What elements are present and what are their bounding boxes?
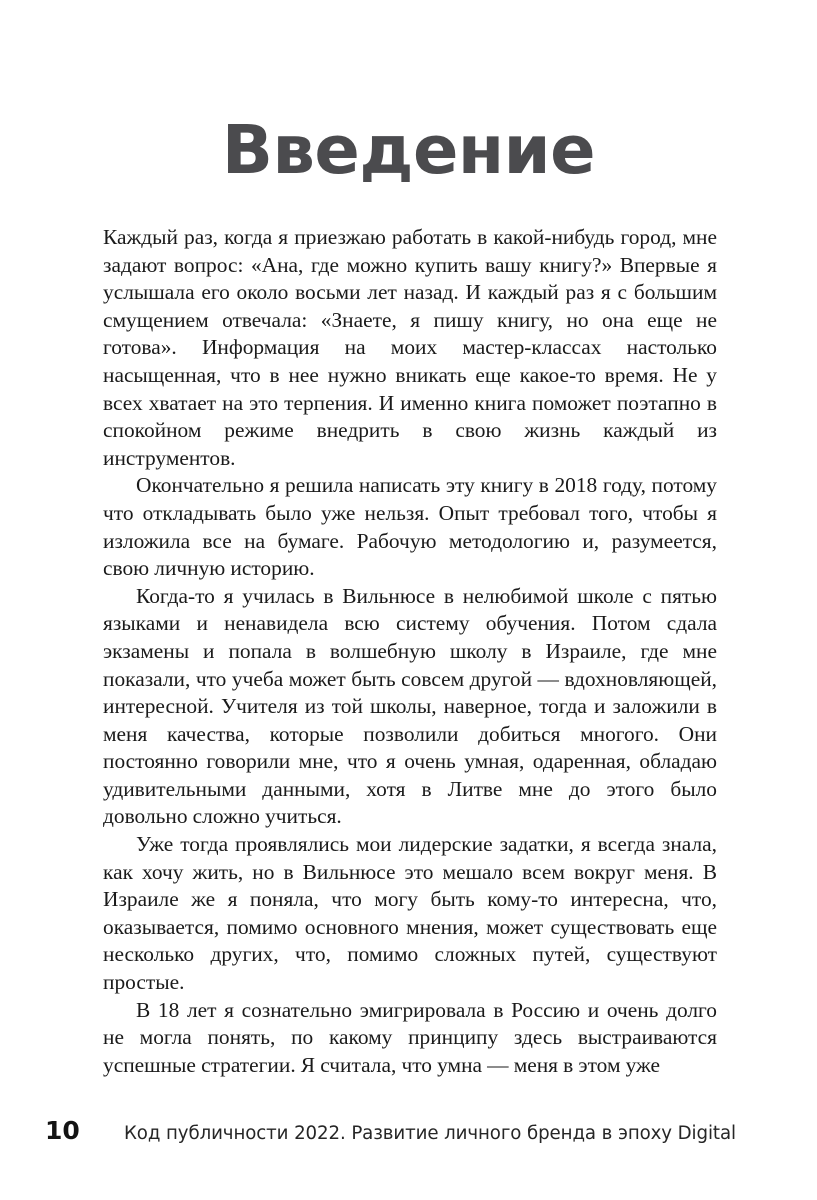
- page-number: 10: [45, 1116, 80, 1145]
- page-title: Введение: [221, 110, 596, 189]
- running-head: Код публичности 2022. Развитие личного бренда в эпоху Digital: [124, 1123, 736, 1144]
- body-text-column: [103, 224, 717, 1079]
- body-paragraph-4: Уже тогда проявлялись мои лидерские задатки, я всегда знала, как хочу жить, но в Вильнюсе это мешало всем вокруг меня. В Израиле же я поняла, что могу быть кому-то интересна, что, оказывается, помимо основного мнения, может существовать еще несколько других, что, помимо сложных путей, существуют простые.: [103, 832, 717, 995]
- body-paragraph-3: Когда-то я училась в Вильнюсе в нелюбимой школе с пятью языками и ненавидела всю систему обучения. Потом сдала экзамены и попала в волшебную школу в Израиле, где мне показали, что учеба может быть совсем другой — вдохновляющей, интересной. Учителя из той школы, наверное, тогда и заложили в меня качества, которые позволили добиться многого. Они постоянно говорили мне, что я очень умная, одаренная, обладаю удивительными данными, хотя в Литве мне до этого было довольно сложно учиться.: [103, 583, 717, 829]
- page-footer: [45, 1118, 772, 1152]
- body-paragraph-5: В 18 лет я сознательно эмигрировала в Россию и очень долго не могла понять, по какому принципу здесь выстраиваются успешные стратегии. Я считала, что умна — меня в этом уже: [103, 997, 717, 1077]
- body-paragraph-1: Каждый раз, когда я приезжаю работать в какой-нибудь город, мне задают вопрос: «Ана, где можно купить вашу книгу?» Впервые я услышала его около восьми лет назад. И каждый раз я с большим смущением отвечала: «Знаете, я пишу книгу, но она еще не готова». Информация на моих мастер-классах настолько насыщенная, что в нее нужно вникать еще какое-то время. Не у всех хватает на это терпения. И именно книга поможет поэтапно в спокойном режиме внедрить в свою жизнь каждый из инструментов.: [103, 225, 717, 470]
- body-paragraph-2: Окончательно я решила написать эту книгу в 2018 году, потому что откладывать было уже нельзя. Опыт требовал того, чтобы я изложила все на бумаге. Рабочую методологию и, разумеется, свою личную историю.: [103, 473, 717, 581]
